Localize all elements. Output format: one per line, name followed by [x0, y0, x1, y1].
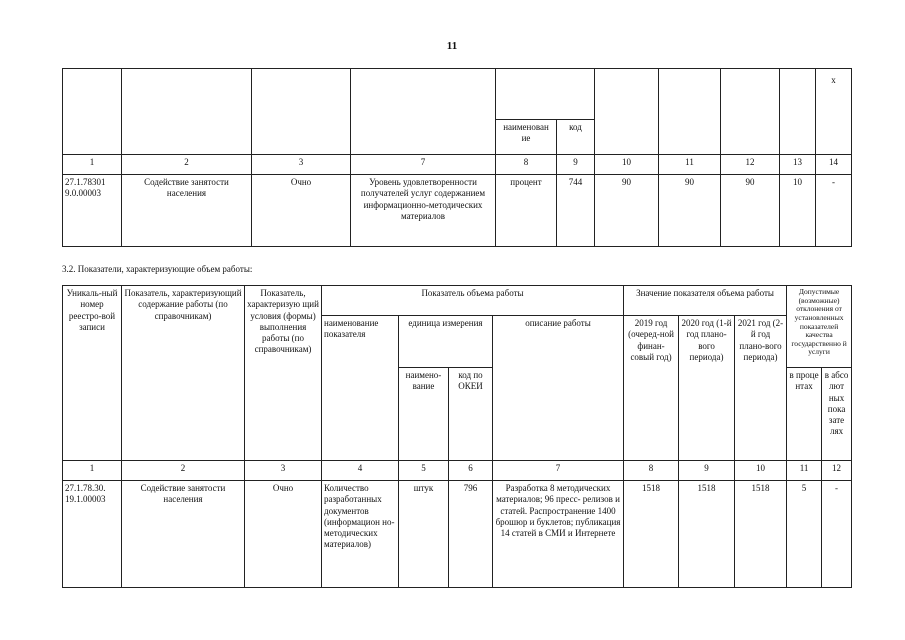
header-x-cell: x: [816, 69, 852, 155]
year-2019-header: 2019 год (очеред-ной финан-совый год): [624, 316, 679, 461]
deviation-percent-cell: 5: [787, 481, 822, 588]
work-description-header: описание работы: [493, 316, 624, 461]
value-2020-cell: 90: [659, 175, 721, 247]
header-cell-blank: [252, 69, 351, 155]
col-number: 7: [351, 155, 496, 175]
unit-code-header: код: [557, 120, 595, 155]
quality-indicators-table: [62, 68, 852, 247]
col-number: 9: [557, 155, 595, 175]
value-2021-cell: 90: [721, 175, 780, 247]
col-number: 10: [735, 461, 787, 481]
volume-value-header: Значение показателя объема работы: [624, 286, 787, 316]
section-title: 3.2. Показатели, характеризующие объем работы:: [62, 264, 253, 274]
col-number: 14: [816, 155, 852, 175]
page-number: 11: [446, 40, 458, 52]
code-cell: 744: [557, 175, 595, 247]
year-2020-header: 2020 год (1-й год плано-вого периода): [679, 316, 735, 461]
unit-group-header: единица измерения: [399, 316, 493, 368]
work-description-cell: Разработка 8 методических материалов; 96 пресс- релизов и статей. Распространение 1400 брошюр и буклетов; публикация 14 статей в СМИ и Интернете: [493, 481, 624, 588]
col-number: 3: [252, 155, 351, 175]
col-number: 2: [122, 155, 252, 175]
header-cell-blank: [721, 69, 780, 155]
deviation-absolute-header: в абсо лют ных пока зате лях: [822, 368, 852, 461]
condition-header: Показатель, характеризую щий условия (формы) выполнения работы (по справочникам): [245, 286, 322, 461]
volume-indicator-header: Показатель объема работы: [322, 286, 624, 316]
deviation-absolute-cell: -: [822, 481, 852, 588]
deviation-percent-header: в проце нтах: [787, 368, 822, 461]
deviation-percent-cell: 10: [780, 175, 816, 247]
registry-id-cell: 27.1.78301 9.0.00003: [63, 175, 122, 247]
header-cell-blank: [659, 69, 721, 155]
deviation-absolute-cell: -: [816, 175, 852, 247]
col-number: 9: [679, 461, 735, 481]
col-number: 12: [721, 155, 780, 175]
header-cell-blank: [122, 69, 252, 155]
col-number: 4: [322, 461, 399, 481]
indicator-cell: Количество разработанных документов (информацион но-методических материалов): [322, 481, 399, 588]
unit-name-header: наименован ие: [496, 120, 557, 155]
col-number: 7: [493, 461, 624, 481]
col-number: 11: [659, 155, 721, 175]
registry-id-cell: 27.1.78.30. 19.1.00003: [63, 481, 122, 588]
year-2021-header: 2021 год (2-й год плано-вого периода): [735, 316, 787, 461]
deviation-header: Допустимые (возможные) отклонения от установленных показателей качества государственно й услуги: [787, 286, 852, 368]
unit-name-header: наимено-вание: [399, 368, 449, 461]
col-number: 10: [595, 155, 659, 175]
volume-indicators-table: [62, 285, 852, 588]
header-cell-blank: [595, 69, 659, 155]
header-cell-blank: [351, 69, 496, 155]
content-cell: Содействие занятости населения: [122, 481, 245, 588]
condition-cell: Очно: [245, 481, 322, 588]
content-cell: Содействие занятости населения: [122, 175, 252, 247]
header-cell-blank: [63, 69, 122, 155]
col-number: 8: [624, 461, 679, 481]
unique-number-header: Уникаль-ный номер реестро-вой записи: [63, 286, 122, 461]
indicator-name-header: наименование показателя: [322, 316, 399, 461]
col-number: 8: [496, 155, 557, 175]
value-2020-cell: 1518: [679, 481, 735, 588]
value-2019-cell: 1518: [624, 481, 679, 588]
unit-cell: штук: [399, 481, 449, 588]
col-number: 1: [63, 461, 122, 481]
header-cell-blank: [496, 69, 595, 120]
col-number: 2: [122, 461, 245, 481]
col-number: 3: [245, 461, 322, 481]
unit-code-header: код по ОКЕИ: [449, 368, 493, 461]
col-number: 13: [780, 155, 816, 175]
content-header: Показатель, характеризующий содержание работы (по справочникам): [122, 286, 245, 461]
col-number: 1: [63, 155, 122, 175]
header-cell-blank: [780, 69, 816, 155]
indicator-cell: Уровень удовлетворенности получателей услуг содержанием информационно-методических материалов: [351, 175, 496, 247]
value-2019-cell: 90: [595, 175, 659, 247]
col-number: 11: [787, 461, 822, 481]
condition-cell: Очно: [252, 175, 351, 247]
value-2021-cell: 1518: [735, 481, 787, 588]
unit-cell: процент: [496, 175, 557, 247]
col-number: 12: [822, 461, 852, 481]
code-cell: 796: [449, 481, 493, 588]
col-number: 5: [399, 461, 449, 481]
col-number: 6: [449, 461, 493, 481]
